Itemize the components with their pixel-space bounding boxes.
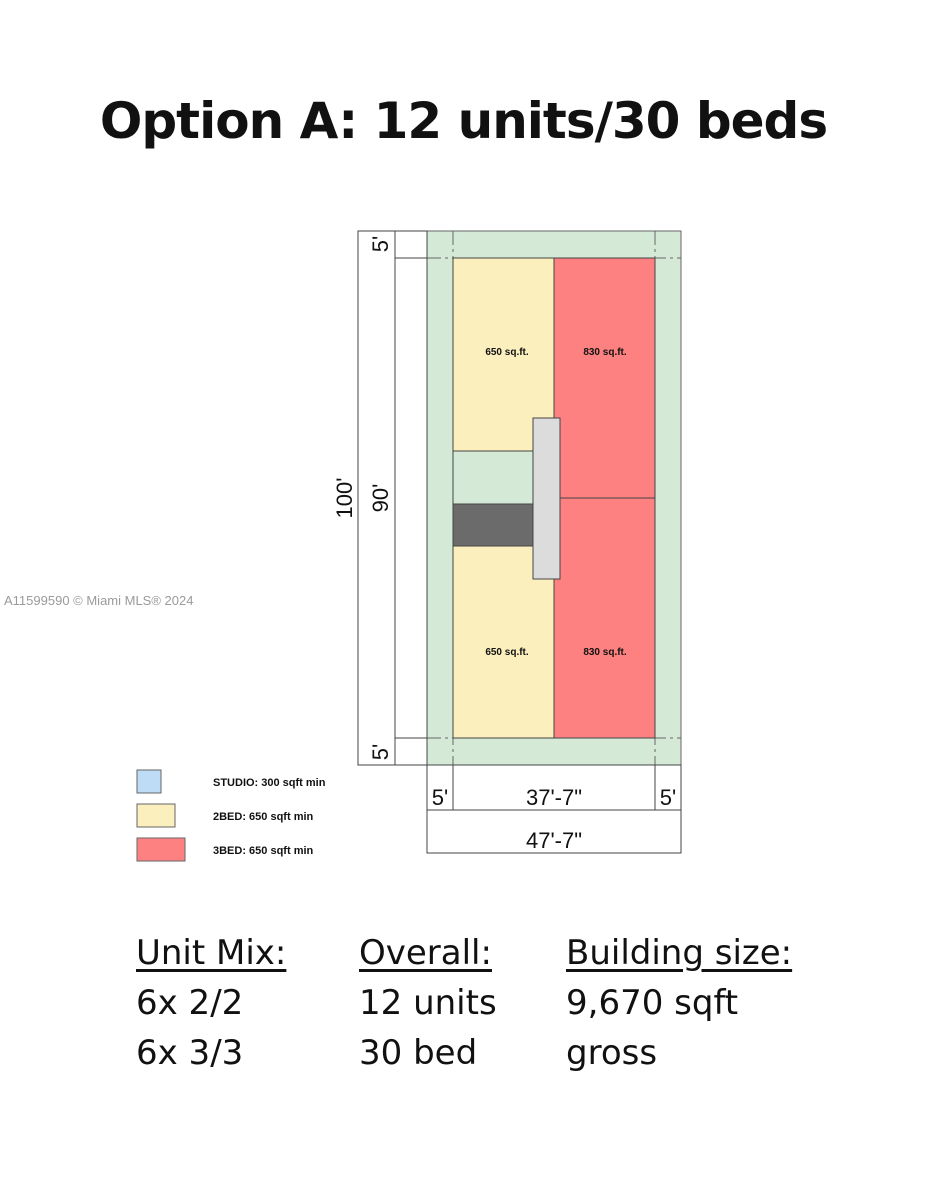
overall-depth-label: 100' — [332, 477, 357, 519]
corridor-area — [453, 451, 539, 504]
setback-bottom-label: 5' — [368, 743, 393, 761]
overall-width-label: 47'-7" — [525, 828, 583, 853]
legend-swatch-3bed — [137, 838, 185, 861]
unit-area-bottom-right: 830 sq.ft. — [583, 647, 627, 658]
legend-label-studio: STUDIO: 300 sqft min — [213, 777, 326, 789]
stair-core — [453, 504, 539, 546]
overall-line-2: 30 bed — [359, 1033, 478, 1073]
unit-area-top-left: 650 sq.ft. — [485, 347, 529, 358]
unit-mix-heading: Unit Mix: — [136, 933, 287, 973]
unit-area-bottom-left: 650 sq.ft. — [485, 647, 529, 658]
watermark: A11599590 © Miami MLS® 2024 — [4, 593, 194, 608]
elevator-core — [533, 418, 560, 579]
building-size-column — [566, 928, 792, 1078]
building-size-line-1: 9,670 sqft — [566, 983, 739, 1023]
setback-top-label: 5' — [368, 235, 393, 253]
page-title: Option A: 12 units/30 beds — [99, 92, 828, 150]
legend-label-3bed: 3BED: 650 sqft min — [213, 845, 314, 857]
building-depth-label: 90' — [368, 483, 393, 513]
building-size-line-2: gross — [566, 1033, 658, 1073]
setback-right-label: 5' — [659, 785, 677, 810]
building-size-heading: Building size: — [566, 933, 793, 973]
unit-mix-column — [136, 928, 286, 1078]
three-bed-unit-top — [554, 258, 655, 498]
summary-stats — [0, 928, 927, 1088]
legend-label-2bed: 2BED: 650 sqft min — [213, 811, 314, 823]
legend-swatch-studio — [137, 770, 161, 793]
overall-line-1: 12 units — [359, 983, 497, 1023]
setback-left-label: 5' — [431, 785, 449, 810]
three-bed-unit-bottom — [554, 498, 655, 738]
overall-heading: Overall: — [359, 933, 492, 973]
unit-area-top-right: 830 sq.ft. — [583, 347, 627, 358]
unit-mix-line-2: 6x 3/3 — [136, 1033, 244, 1073]
unit-mix-line-1: 6x 2/2 — [136, 983, 244, 1023]
building-width-label: 37'-7" — [525, 785, 583, 810]
legend-swatch-2bed — [137, 804, 175, 827]
overall-column — [359, 928, 497, 1078]
legend — [137, 770, 326, 861]
